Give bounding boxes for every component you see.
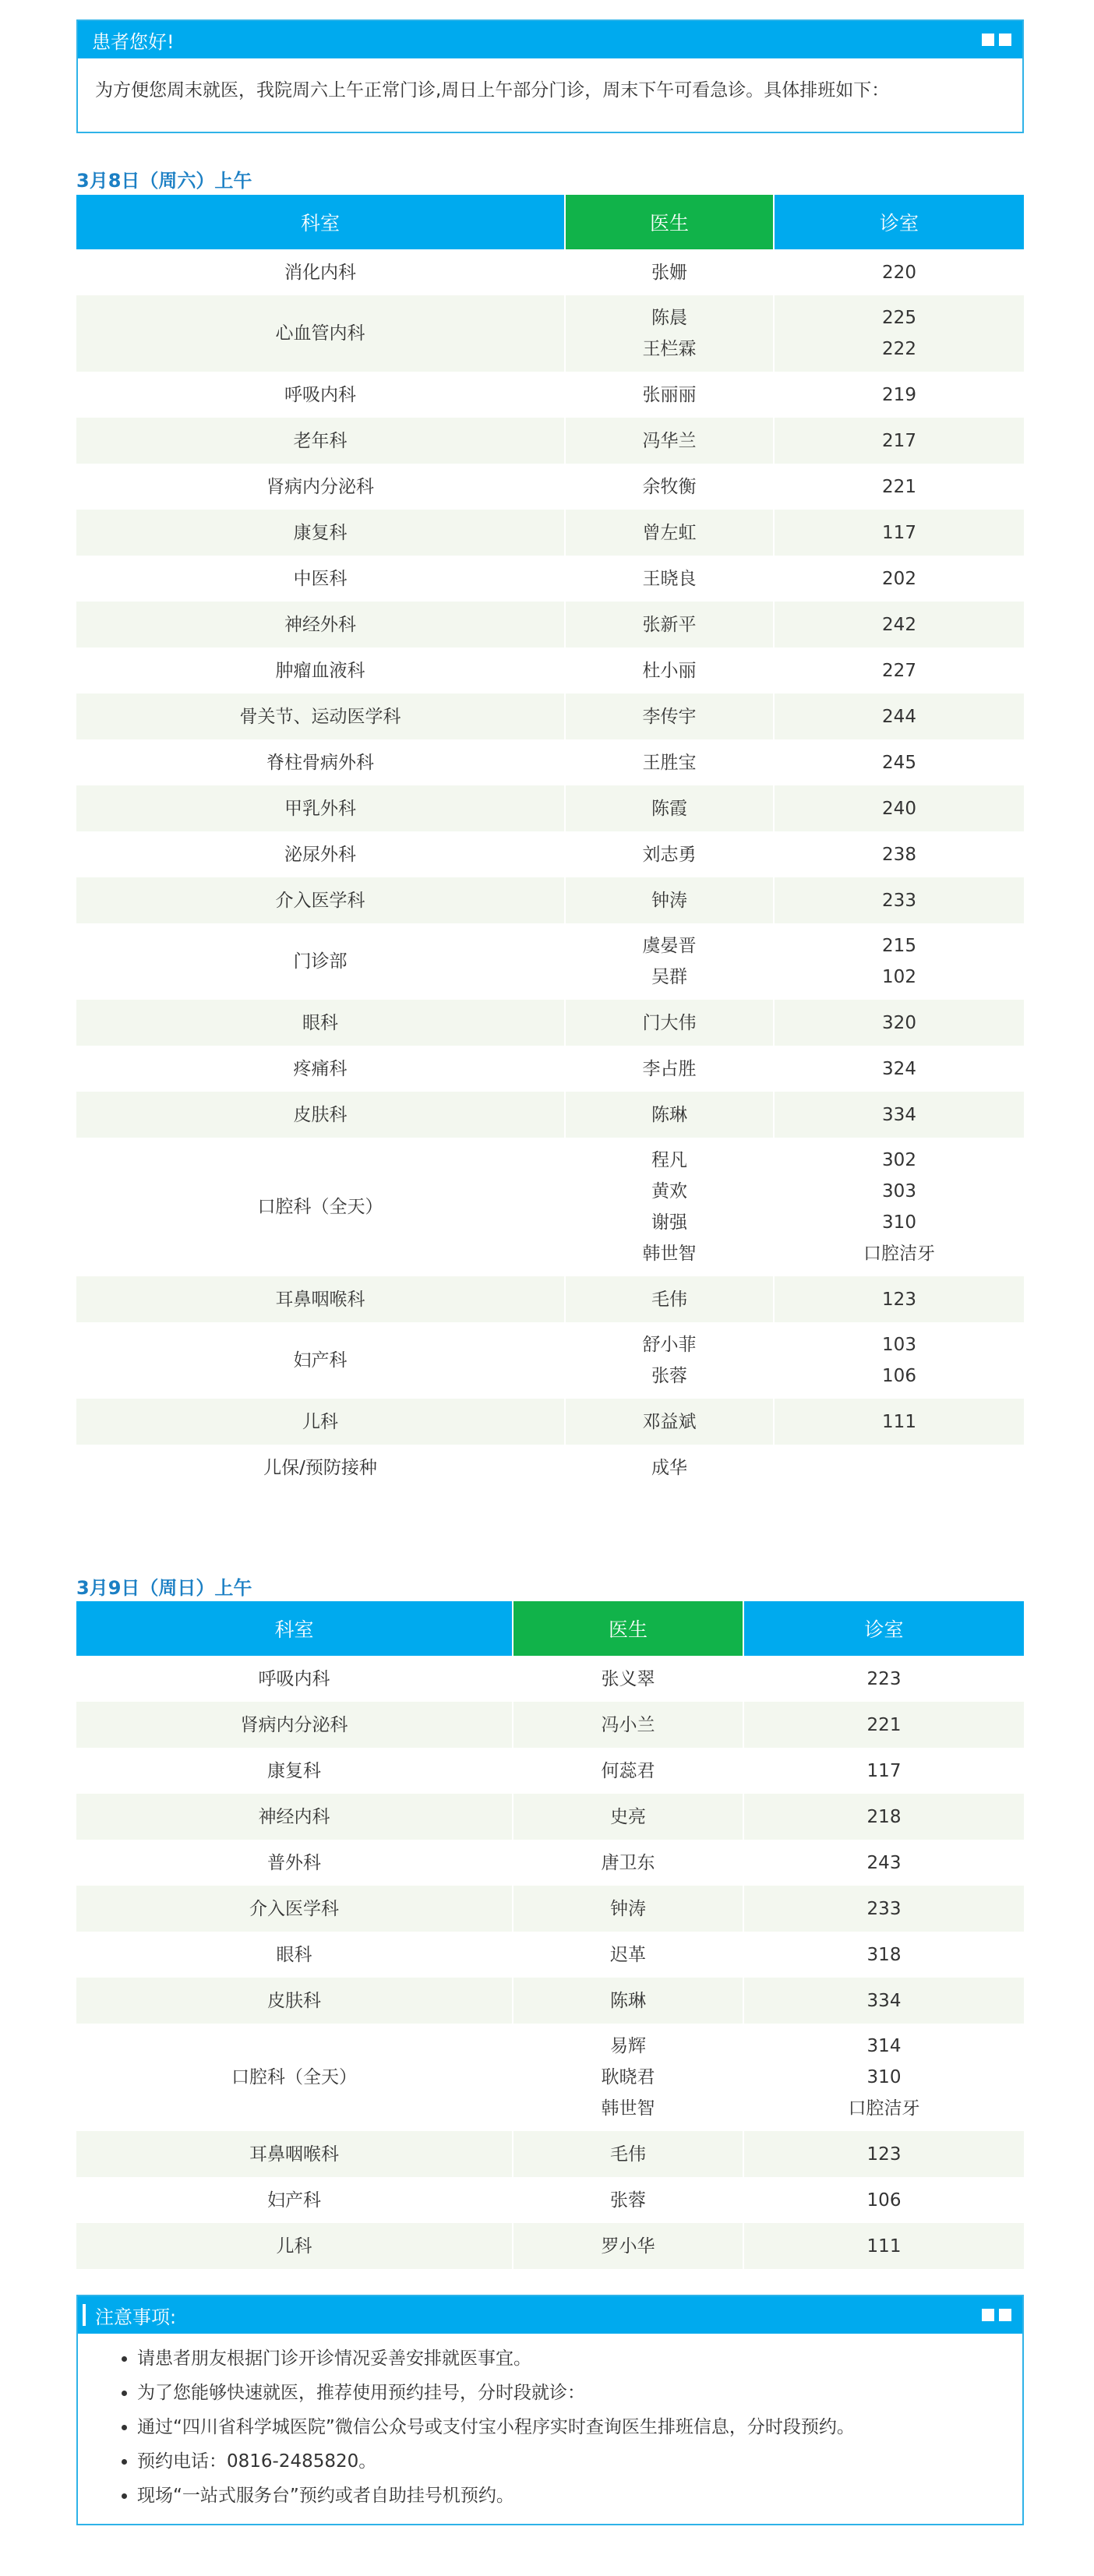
notice-title: 患者您好!: [92, 30, 175, 53]
room-cell: [743, 2131, 1024, 2177]
room-cell: [774, 464, 1024, 510]
dept-cell: 康复科: [76, 1748, 513, 1794]
room-cell: [774, 923, 1024, 1000]
room-number: 217: [882, 430, 916, 451]
room-number: 310: [882, 1212, 916, 1233]
note-item: • 为了您能够快速就医，推荐使用预约挂号，分时段就诊：: [137, 2376, 1005, 2410]
doctor-cell: [565, 464, 774, 510]
doctor-name: 刘志勇: [642, 844, 697, 865]
room-cell: [774, 510, 1024, 556]
dept-cell: 儿科: [76, 2223, 513, 2269]
room-number: 324: [882, 1058, 916, 1079]
doctor-cell: [565, 648, 774, 693]
doctor-cell: [513, 1840, 743, 1886]
doctor-name: 门大伟: [642, 1012, 697, 1033]
room-number: 220: [882, 262, 916, 283]
doctor-cell: [513, 2024, 743, 2131]
dept-cell: 疼痛科: [76, 1046, 565, 1092]
doctor-cell: [513, 1656, 743, 1702]
room-number: 117: [882, 522, 916, 543]
doctor-cell: [565, 510, 774, 556]
table-row: [76, 418, 1024, 464]
dept-cell: 耳鼻咽喉科: [76, 2131, 513, 2177]
doctor-name: 冯小兰: [601, 1714, 655, 1735]
room-number: 303: [882, 1181, 916, 1202]
room-cell: [774, 648, 1024, 693]
doctor-name: 陈晨: [651, 308, 687, 328]
doctor-cell: [565, 372, 774, 418]
table-row: [76, 1399, 1024, 1445]
room-number: 243: [866, 1852, 902, 1873]
dept-cell: 眼科: [76, 1932, 513, 1978]
room-cell: [774, 295, 1024, 372]
doctor-name: 张姗: [651, 262, 687, 283]
doctor-name: 陈琳: [610, 1990, 646, 2011]
doctor-name: 冯华兰: [642, 430, 697, 451]
room-number: 227: [882, 660, 916, 681]
dept-cell: 口腔科（全天）: [76, 2024, 513, 2131]
doctor-cell: [565, 602, 774, 648]
room-cell: [774, 556, 1024, 602]
room-number: 334: [882, 1104, 916, 1125]
sunday-schedule-table: [76, 1601, 1024, 2269]
room-cell: [774, 418, 1024, 464]
doctor-name: 成华: [651, 1457, 687, 1478]
doctor-cell: [565, 693, 774, 739]
dept-cell: 儿科: [76, 1399, 565, 1445]
doctor-name: 罗小华: [601, 2235, 655, 2257]
table-row: [76, 1000, 1024, 1046]
note-item: • 请患者朋友根据门诊开诊情况妥善安排就医事宜。: [137, 2341, 1005, 2376]
table-row: [76, 372, 1024, 418]
room-number: 240: [882, 798, 916, 819]
room-number: 318: [866, 1944, 902, 1965]
doctor-cell: [513, 1978, 743, 2024]
table-row: [76, 923, 1024, 1000]
room-number: 242: [882, 614, 916, 635]
dept-cell: 口腔科（全天）: [76, 1138, 565, 1276]
doctor-cell: [565, 739, 774, 785]
room-cell: [774, 249, 1024, 295]
room-number: 223: [866, 1668, 902, 1689]
doctor-name: 黄欢: [651, 1181, 687, 1202]
doctor-cell: [565, 1322, 774, 1399]
room-number: 310: [866, 2067, 902, 2087]
dept-cell: 妇产科: [76, 2177, 513, 2223]
doctor-cell: [513, 2131, 743, 2177]
table-row: [76, 693, 1024, 739]
room-cell: [774, 602, 1024, 648]
room-number: 219: [882, 384, 916, 405]
doctor-name: 虞晏晋: [642, 936, 697, 956]
doctor-name: 陈霞: [651, 798, 687, 819]
room-cell: [743, 1978, 1024, 2024]
dept-cell: 心血管内科: [76, 295, 565, 372]
table-header-row: [76, 1601, 1024, 1656]
dept-cell: 消化内科: [76, 249, 565, 295]
title-bar: [83, 2304, 86, 2326]
notes-title: 注意事项:: [95, 2306, 177, 2328]
room-number: 123: [866, 2144, 902, 2165]
doctor-name: 迟革: [610, 1944, 646, 1965]
dept-cell: 神经外科: [76, 602, 565, 648]
table-row: [76, 2024, 1024, 2131]
table-row: [76, 249, 1024, 295]
doctor-name: 杜小丽: [642, 660, 697, 681]
table-row: [76, 464, 1024, 510]
doctor-name: 张义翠: [601, 1668, 655, 1689]
table-row: [76, 1656, 1024, 1702]
doctor-name: 张蓉: [610, 2190, 646, 2211]
doctor-cell: [513, 2223, 743, 2269]
doctor-cell: [565, 1046, 774, 1092]
dept-cell: 肿瘤血液科: [76, 648, 565, 693]
doctor-cell: [565, 1138, 774, 1276]
doctor-name: 李传宇: [642, 706, 697, 727]
notes-list: [95, 2341, 1005, 2513]
saturday-schedule-table: [76, 195, 1024, 1491]
note-item: • 现场“一站式服务台”预约或者自助挂号机预约。: [137, 2479, 1005, 2513]
table-row: [76, 1794, 1024, 1840]
table-row: [76, 2177, 1024, 2223]
room-cell: [774, 1276, 1024, 1322]
notes-header: [78, 2296, 1022, 2334]
notes-box: [76, 2295, 1024, 2525]
doctor-cell: [513, 1932, 743, 1978]
room-number: 245: [882, 752, 916, 773]
room-number: 244: [882, 706, 916, 727]
header-room: 诊室: [743, 1601, 1024, 1656]
table-row: [76, 1932, 1024, 1978]
doctor-name: 毛伟: [610, 2144, 646, 2165]
room-cell: [743, 1886, 1024, 1932]
room-number: 111: [866, 2235, 902, 2257]
dept-cell: 呼吸内科: [76, 372, 565, 418]
room-number: 334: [866, 1990, 902, 2011]
doctor-name: 王胜宝: [642, 752, 697, 773]
room-number: 218: [866, 1806, 902, 1827]
doctor-name: 陈琳: [651, 1104, 687, 1125]
notice-box: [76, 19, 1024, 133]
header-room: 诊室: [774, 195, 1024, 249]
dept-cell: 儿保/预防接种: [76, 1445, 565, 1491]
doctor-name: 张新平: [642, 614, 697, 635]
table-row: [76, 295, 1024, 372]
room-number: 口腔洁牙: [863, 1244, 935, 1264]
room-number: 233: [866, 1898, 902, 1919]
doctor-cell: [565, 877, 774, 923]
header-dept: 科室: [76, 195, 565, 249]
room-number: 202: [882, 568, 916, 589]
table-row: [76, 510, 1024, 556]
notice-text: 为方便您周末就医，我院周六上午正常门诊,周日上午部分门诊，周末下午可看急诊。具体排班如下：: [95, 80, 890, 101]
note-item: • 预约电话：0816-2485820。: [137, 2444, 1005, 2479]
room-number: 123: [882, 1289, 916, 1310]
doctor-cell: [513, 1794, 743, 1840]
saturday-title: 3月8日（周六）上午: [76, 170, 252, 192]
room-number: 106: [866, 2190, 902, 2211]
room-number: 221: [882, 476, 916, 497]
doctor-name: 毛伟: [651, 1289, 687, 1310]
room-number: 222: [882, 339, 916, 359]
room-cell: [774, 739, 1024, 785]
doctor-cell: [565, 1000, 774, 1046]
table-row: [76, 1840, 1024, 1886]
doctor-cell: [565, 418, 774, 464]
room-number: 103: [882, 1335, 916, 1355]
doctor-cell: [513, 1748, 743, 1794]
header-doctor: 医生: [513, 1601, 743, 1656]
note-item: • 通过“四川省科学城医院”微信公众号或支付宝小程序实时查询医生排班信息，分时段预约。: [137, 2410, 1005, 2444]
table-row: [76, 831, 1024, 877]
room-cell: [774, 1399, 1024, 1445]
doctor-name: 易辉: [610, 2036, 646, 2056]
room-number: 221: [866, 1714, 902, 1735]
room-number: 111: [882, 1411, 916, 1432]
room-cell: [774, 693, 1024, 739]
doctor-cell: [565, 556, 774, 602]
doctor-name: 钟涛: [610, 1898, 646, 1919]
table-row: [76, 785, 1024, 831]
doctor-name: 韩世智: [601, 2098, 655, 2119]
room-cell: [774, 1000, 1024, 1046]
doctor-name: 王栏霖: [642, 339, 697, 359]
room-number: 口腔洁牙: [848, 2098, 920, 2119]
room-cell: [774, 785, 1024, 831]
room-cell: [743, 1656, 1024, 1702]
doctor-cell: [513, 1886, 743, 1932]
table-row: [76, 1046, 1024, 1092]
room-number: 225: [882, 308, 916, 328]
dept-cell: 肾病内分泌科: [76, 464, 565, 510]
doctor-cell: [565, 831, 774, 877]
dept-cell: 普外科: [76, 1840, 513, 1886]
table-row: [76, 1702, 1024, 1748]
doctor-name: 邓益斌: [642, 1411, 697, 1432]
doctor-cell: [565, 785, 774, 831]
doctor-name: 曾左虹: [642, 522, 697, 543]
room-cell: [774, 372, 1024, 418]
room-cell: [743, 1794, 1024, 1840]
room-cell: [743, 2024, 1024, 2131]
doctor-name: 何蕊君: [601, 1760, 655, 1781]
notes-body: [78, 2334, 1022, 2524]
table-row: [76, 1322, 1024, 1399]
dept-cell: 眼科: [76, 1000, 565, 1046]
table-row: [76, 1748, 1024, 1794]
room-cell: [774, 1046, 1024, 1092]
doctor-cell: [565, 295, 774, 372]
room-number: 117: [866, 1760, 902, 1781]
decor-squares-icon: [982, 34, 1011, 46]
room-cell: [774, 1445, 1024, 1491]
table-row: [76, 1138, 1024, 1276]
table-row: [76, 1092, 1024, 1138]
doctor-name: 吴群: [651, 967, 687, 987]
dept-cell: 中医科: [76, 556, 565, 602]
doctor-name: 耿晓君: [601, 2067, 655, 2087]
room-number: 106: [882, 1366, 916, 1386]
doctor-name: 张蓉: [651, 1366, 687, 1386]
doctor-cell: [565, 1399, 774, 1445]
dept-cell: 介入医学科: [76, 877, 565, 923]
doctor-cell: [565, 923, 774, 1000]
doctor-name: 王晓良: [642, 568, 697, 589]
table-row: [76, 602, 1024, 648]
room-cell: [743, 2223, 1024, 2269]
dept-cell: 泌尿外科: [76, 831, 565, 877]
room-number: 215: [882, 936, 916, 956]
doctor-name: 钟涛: [651, 890, 687, 911]
notice-header: [78, 21, 1022, 58]
room-number: 233: [882, 890, 916, 911]
table-row: [76, 556, 1024, 602]
room-cell: [743, 1932, 1024, 1978]
sunday-title: 3月9日（周日）上午: [76, 1577, 252, 1599]
dept-cell: 脊柱骨病外科: [76, 739, 565, 785]
room-cell: [774, 1322, 1024, 1399]
table-row: [76, 739, 1024, 785]
table-row: [76, 1886, 1024, 1932]
room-number: 238: [882, 844, 916, 865]
header-doctor: 医生: [565, 195, 774, 249]
table-header-row: [76, 195, 1024, 249]
doctor-name: 程凡: [651, 1150, 687, 1170]
dept-cell: 耳鼻咽喉科: [76, 1276, 565, 1322]
dept-cell: 肾病内分泌科: [76, 1702, 513, 1748]
table-row: [76, 1978, 1024, 2024]
header-dept: 科室: [76, 1601, 513, 1656]
dept-cell: 介入医学科: [76, 1886, 513, 1932]
dept-cell: 皮肤科: [76, 1092, 565, 1138]
table-row: [76, 1445, 1024, 1491]
room-cell: [743, 1840, 1024, 1886]
doctor-cell: [513, 2177, 743, 2223]
room-cell: [774, 1092, 1024, 1138]
dept-cell: 神经内科: [76, 1794, 513, 1840]
dept-cell: 康复科: [76, 510, 565, 556]
doctor-name: 舒小菲: [642, 1335, 697, 1355]
room-number: 314: [866, 2036, 902, 2056]
decor-squares-icon: [982, 2309, 1011, 2321]
dept-cell: 皮肤科: [76, 1978, 513, 2024]
room-cell: [743, 1702, 1024, 1748]
doctor-cell: [565, 249, 774, 295]
doctor-name: 李占胜: [642, 1058, 697, 1079]
dept-cell: 骨关节、运动医学科: [76, 693, 565, 739]
doctor-cell: [565, 1276, 774, 1322]
dept-cell: 甲乳外科: [76, 785, 565, 831]
dept-cell: 老年科: [76, 418, 565, 464]
room-cell: [743, 1748, 1024, 1794]
doctor-name: 史亮: [610, 1806, 646, 1827]
dept-cell: 门诊部: [76, 923, 565, 1000]
room-cell: [774, 877, 1024, 923]
room-number: 320: [882, 1012, 916, 1033]
dept-cell: 妇产科: [76, 1322, 565, 1399]
doctor-name: 谢强: [651, 1212, 687, 1233]
room-cell: [774, 1138, 1024, 1276]
doctor-name: 韩世智: [642, 1244, 697, 1264]
dept-cell: 呼吸内科: [76, 1656, 513, 1702]
doctor-cell: [565, 1092, 774, 1138]
doctor-cell: [565, 1445, 774, 1491]
table-row: [76, 2223, 1024, 2269]
table-row: [76, 1276, 1024, 1322]
table-row: [76, 2131, 1024, 2177]
room-number: 102: [882, 967, 916, 987]
doctor-name: 唐卫东: [601, 1852, 655, 1873]
doctor-cell: [513, 1702, 743, 1748]
doctor-name: 余牧衡: [642, 476, 697, 497]
room-number: 302: [882, 1150, 916, 1170]
table-row: [76, 648, 1024, 693]
room-cell: [774, 831, 1024, 877]
room-cell: [743, 2177, 1024, 2223]
table-row: [76, 877, 1024, 923]
doctor-name: 张丽丽: [642, 384, 697, 405]
